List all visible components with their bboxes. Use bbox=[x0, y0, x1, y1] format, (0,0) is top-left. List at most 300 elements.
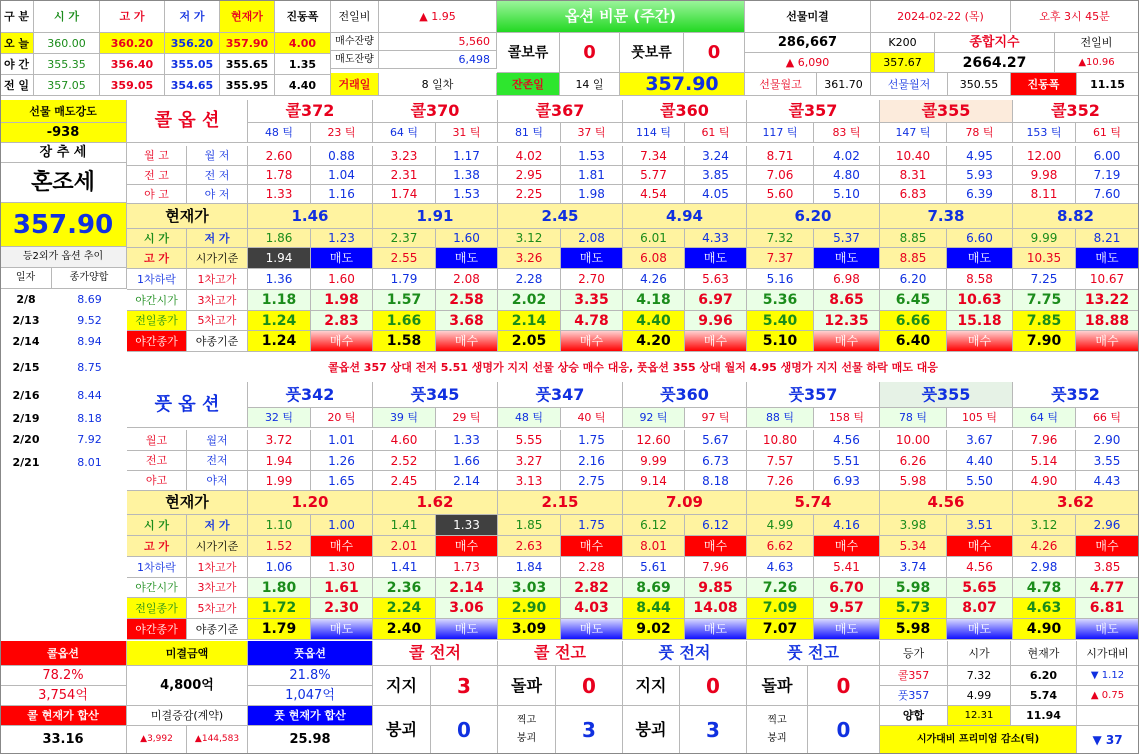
signal-button[interactable]: 매수 bbox=[561, 536, 623, 557]
value-ml: 3.24 bbox=[685, 146, 747, 166]
signal-button[interactable]: 매도 bbox=[1076, 248, 1139, 269]
value-r4a: 7.07 bbox=[747, 619, 814, 640]
signal-button[interactable]: 매수 bbox=[947, 536, 1013, 557]
row-label-b: 3차고가 bbox=[187, 578, 248, 598]
row-label-a: 고 가 bbox=[127, 536, 187, 557]
value-r3a: 7.09 bbox=[747, 598, 814, 619]
value-nl: 5.10 bbox=[814, 185, 880, 204]
signal-button[interactable]: 매수 bbox=[436, 536, 498, 557]
value-r1b: 10.67 bbox=[1076, 269, 1139, 290]
date-label: 일자 bbox=[0, 268, 52, 289]
strike-name: 풋355 bbox=[880, 382, 1013, 408]
value-r2a: 1.57 bbox=[373, 290, 436, 311]
value-r1a: 7.25 bbox=[1013, 269, 1076, 290]
tick-down: 97 틱 bbox=[685, 408, 747, 428]
value-ml: 0.88 bbox=[311, 146, 373, 166]
value-mh: 7.34 bbox=[623, 146, 685, 166]
value-r4a: 5.10 bbox=[747, 331, 814, 352]
signal-button[interactable]: 매도 bbox=[1076, 619, 1139, 640]
cur: 355.95 bbox=[220, 75, 275, 96]
jeoga-header: 저 가 bbox=[165, 0, 220, 33]
value-mh: 10.80 bbox=[747, 430, 814, 451]
jeoga: 356.20 bbox=[165, 33, 220, 54]
signal-button[interactable]: 매수 bbox=[1076, 331, 1139, 352]
value-ph: 8.31 bbox=[880, 166, 947, 185]
jin-header: 진동폭 bbox=[275, 0, 331, 33]
call-amt: 3,754억 bbox=[0, 686, 127, 706]
value-r1b: 4.56 bbox=[947, 557, 1013, 578]
value-r4a: 1.79 bbox=[248, 619, 311, 640]
value-mh: 5.55 bbox=[498, 430, 561, 451]
value-r2a: 2.02 bbox=[498, 290, 561, 311]
tick-up: 153 틱 bbox=[1013, 123, 1076, 143]
value-r3a: 1.72 bbox=[248, 598, 311, 619]
current-price: 1.91 bbox=[373, 204, 498, 229]
value-r3a: 2.14 bbox=[498, 311, 561, 331]
value-pl: 2.16 bbox=[561, 451, 623, 471]
value-r4a: 1.24 bbox=[248, 331, 311, 352]
value-ml: 1.33 bbox=[436, 430, 498, 451]
value-o: 9.99 bbox=[1013, 229, 1076, 248]
trend-note: 등2외가 옵션 추이 bbox=[0, 247, 127, 268]
value-r2b: 6.97 bbox=[685, 290, 747, 311]
section-value: 0 bbox=[556, 666, 623, 706]
value-r3a: 5.73 bbox=[880, 598, 947, 619]
tick-down: 78 틱 bbox=[947, 123, 1013, 143]
value-r3a: 2.24 bbox=[373, 598, 436, 619]
premium: ▼ 37 bbox=[1077, 726, 1139, 754]
row-label-b: 야저 bbox=[187, 471, 248, 491]
value-pl: 1.66 bbox=[436, 451, 498, 471]
strike-name: 콜357 bbox=[747, 100, 880, 123]
section-label: 돌파 bbox=[498, 666, 556, 706]
signal-button[interactable]: 매수 bbox=[311, 536, 373, 557]
jeoga: 354.65 bbox=[165, 75, 220, 96]
value-nh: 6.83 bbox=[880, 185, 947, 204]
value-l: 1.23 bbox=[311, 229, 373, 248]
goga: 360.20 bbox=[100, 33, 165, 54]
tick-up: 48 틱 bbox=[248, 123, 311, 143]
value-r2b: 2.82 bbox=[561, 578, 623, 598]
vs-open-label: 시가대비 bbox=[1077, 641, 1139, 666]
hist-value: 8.44 bbox=[77, 388, 102, 402]
tick-up: 88 틱 bbox=[747, 408, 814, 428]
value-pl: 1.38 bbox=[436, 166, 498, 185]
value-r3a: 6.66 bbox=[880, 311, 947, 331]
value-mh: 3.23 bbox=[373, 146, 436, 166]
value-r2a: 6.45 bbox=[880, 290, 947, 311]
fut-mon-hi: 361.70 bbox=[817, 73, 871, 96]
value-o: 7.32 bbox=[747, 229, 814, 248]
tick-down: 20 틱 bbox=[311, 408, 373, 428]
row-label: 전 일 bbox=[0, 75, 34, 96]
value-nh: 1.74 bbox=[373, 185, 436, 204]
fut-mon-lo-label: 선물월저 bbox=[871, 73, 948, 96]
value-r2b: 3.35 bbox=[561, 290, 623, 311]
signal-button[interactable]: 매수 bbox=[947, 331, 1013, 352]
unset-chg-2: ▲144,583 bbox=[187, 726, 248, 754]
value-ph: 7.06 bbox=[747, 166, 814, 185]
strike-name: 콜370 bbox=[373, 100, 498, 123]
signal-button[interactable]: 매도 bbox=[947, 619, 1013, 640]
put-pct: 21.8% bbox=[248, 666, 373, 686]
value-r1a: 6.20 bbox=[880, 269, 947, 290]
value-ph: 2.95 bbox=[498, 166, 561, 185]
call-title: 콜 옵 션 bbox=[127, 100, 248, 143]
row-label-b: 시가기준 bbox=[187, 248, 248, 269]
value-r2b: 1.61 bbox=[311, 578, 373, 598]
value-nl: 5.50 bbox=[947, 471, 1013, 491]
buy-rem: 5,560 bbox=[379, 33, 497, 51]
row-label-b: 5차고가 bbox=[187, 598, 248, 619]
signal-button[interactable]: 매수 bbox=[814, 536, 880, 557]
tick-up: 32 틱 bbox=[248, 408, 311, 428]
value-nh: 5.98 bbox=[880, 471, 947, 491]
tick-down: 105 틱 bbox=[947, 408, 1013, 428]
row-label-a: 야간종가 bbox=[127, 331, 187, 352]
strike-name: 풋357 bbox=[747, 382, 880, 408]
current-price: 1.46 bbox=[248, 204, 373, 229]
signal-button[interactable]: 매수 bbox=[1076, 536, 1139, 557]
signal-button[interactable]: 매수 bbox=[561, 331, 623, 352]
value-nl: 2.75 bbox=[561, 471, 623, 491]
jin-label: 진동폭 bbox=[1011, 73, 1077, 96]
tick-down: 158 틱 bbox=[814, 408, 880, 428]
goga-header: 고 가 bbox=[100, 0, 165, 33]
value-r2a: 7.26 bbox=[747, 578, 814, 598]
value-h: 1.52 bbox=[248, 536, 311, 557]
siga: 355.35 bbox=[34, 54, 100, 75]
time: 오후 3시 45분 bbox=[1011, 0, 1139, 33]
hist-date: 2/20 bbox=[12, 433, 40, 446]
value-l: 8.21 bbox=[1076, 229, 1139, 248]
value-ml: 2.90 bbox=[1076, 430, 1139, 451]
value-r2b: 9.85 bbox=[685, 578, 747, 598]
big-price: 357.90 bbox=[620, 73, 745, 96]
signal-button[interactable]: 매수 bbox=[311, 331, 373, 352]
value-mh: 4.02 bbox=[498, 146, 561, 166]
value-r4a: 6.40 bbox=[880, 331, 947, 352]
fut-strength-label: 선물 매도강도 bbox=[0, 100, 127, 123]
value-r3a: 1.66 bbox=[373, 311, 436, 331]
row-label: 야 간 bbox=[0, 54, 34, 75]
value-nh: 9.14 bbox=[623, 471, 685, 491]
section-label: 돌파 bbox=[747, 666, 808, 706]
value-nl: 4.43 bbox=[1076, 471, 1139, 491]
value-o: 3.12 bbox=[1013, 515, 1076, 536]
value-r3b: 14.08 bbox=[685, 598, 747, 619]
value-o: 3.12 bbox=[498, 229, 561, 248]
value-r4a: 7.90 bbox=[1013, 331, 1076, 352]
hist-date: 2/13 bbox=[12, 314, 40, 327]
signal-button[interactable]: 매도 bbox=[814, 619, 880, 640]
value-ph: 5.77 bbox=[623, 166, 685, 185]
hist-date: 2/16 bbox=[12, 388, 40, 402]
value-nh: 1.33 bbox=[248, 185, 311, 204]
value-ph: 7.57 bbox=[747, 451, 814, 471]
value-r4a: 3.09 bbox=[498, 619, 561, 640]
strike-name: 콜355 bbox=[880, 100, 1013, 123]
unset-amt: 4,800억 bbox=[127, 666, 248, 706]
gubun-header: 구 분 bbox=[0, 0, 34, 33]
value-pl: 5.93 bbox=[947, 166, 1013, 185]
signal-button[interactable]: 매수 bbox=[685, 536, 747, 557]
value-ph: 9.98 bbox=[1013, 166, 1076, 185]
section-label: 붕괴 bbox=[623, 706, 680, 754]
signal-button[interactable]: 매도 bbox=[311, 248, 373, 269]
put-amt: 1,047억 bbox=[248, 686, 373, 706]
value-pl: 3.55 bbox=[1076, 451, 1139, 471]
section-label: 지지 bbox=[623, 666, 680, 706]
value-nh: 8.11 bbox=[1013, 185, 1076, 204]
unset-label: 미결금액 bbox=[127, 641, 248, 666]
row-label-b: 전저 bbox=[187, 451, 248, 471]
value-o: 1.86 bbox=[248, 229, 311, 248]
signal-button[interactable]: 매도 bbox=[685, 248, 747, 269]
section-value: 0 bbox=[680, 666, 747, 706]
label-bunggo: 붕괴 bbox=[516, 732, 537, 744]
section-value: 3 bbox=[680, 706, 747, 754]
put-hold-label: 풋보류 bbox=[620, 33, 684, 73]
value-r1a: 2.98 bbox=[1013, 557, 1076, 578]
value-r1a: 5.16 bbox=[747, 269, 814, 290]
signal-button[interactable]: 매도 bbox=[947, 248, 1013, 269]
value-ml: 6.00 bbox=[1076, 146, 1139, 166]
strike-name: 콜360 bbox=[623, 100, 747, 123]
cur-label: 현재가 bbox=[1011, 641, 1077, 666]
current-price: 1.62 bbox=[373, 491, 498, 515]
value-r3b: 6.81 bbox=[1076, 598, 1139, 619]
unset-chg-label: 미결증감(계약) bbox=[127, 706, 248, 726]
value-r1b: 6.98 bbox=[814, 269, 880, 290]
value-h: 8.01 bbox=[623, 536, 685, 557]
value-r4a: 2.05 bbox=[498, 331, 561, 352]
call-hold: 0 bbox=[560, 33, 620, 73]
tick-up: 64 틱 bbox=[373, 123, 436, 143]
fut-oi-chg: ▲ 6,090 bbox=[745, 53, 871, 73]
value-o: 1.10 bbox=[248, 515, 311, 536]
signal-button[interactable]: 매수 bbox=[436, 331, 498, 352]
signal-button[interactable]: 매도 bbox=[311, 619, 373, 640]
value-r2b: 6.70 bbox=[814, 578, 880, 598]
value-h: 2.63 bbox=[498, 536, 561, 557]
section-header: 풋 전저 bbox=[623, 641, 747, 666]
tick-up: 81 틱 bbox=[498, 123, 561, 143]
section-header: 콜 전고 bbox=[498, 641, 623, 666]
signal-button[interactable]: 매수 bbox=[814, 331, 880, 352]
signal-button[interactable]: 매도 bbox=[436, 619, 498, 640]
row-label-b: 전 저 bbox=[187, 166, 248, 185]
hist-value: 8.94 bbox=[77, 335, 102, 348]
value-r2a: 3.03 bbox=[498, 578, 561, 598]
tick-down: 61 틱 bbox=[1076, 123, 1139, 143]
row-label-a: 월 고 bbox=[127, 146, 187, 166]
value-l: 5.37 bbox=[814, 229, 880, 248]
row-label-a: 야 고 bbox=[127, 185, 187, 204]
current-price: 4.56 bbox=[880, 491, 1013, 515]
eq-open: 7.32 bbox=[948, 666, 1011, 686]
value-r2b: 2.14 bbox=[436, 578, 498, 598]
value-r1a: 4.63 bbox=[747, 557, 814, 578]
eq-label: 등가 bbox=[880, 641, 948, 666]
eq-cur: 5.74 bbox=[1011, 686, 1077, 706]
value-r1b: 8.58 bbox=[947, 269, 1013, 290]
goga: 356.40 bbox=[100, 54, 165, 75]
tick-down: 66 틱 bbox=[1076, 408, 1139, 428]
value-r1b: 2.28 bbox=[561, 557, 623, 578]
row-label-b: 3차고가 bbox=[187, 290, 248, 311]
section-value: 3 bbox=[431, 666, 498, 706]
value-ph: 9.99 bbox=[623, 451, 685, 471]
row-label-a: 고 가 bbox=[127, 248, 187, 269]
unset-chg-1: ▲3,992 bbox=[127, 726, 187, 754]
label-hyeonjaega: 현재가 bbox=[127, 491, 248, 515]
value-r1a: 5.61 bbox=[623, 557, 685, 578]
siga: 357.05 bbox=[34, 75, 100, 96]
label-bunggo: 붕괴 bbox=[767, 732, 787, 744]
tick-down: 23 틱 bbox=[311, 123, 373, 143]
value-ml: 1.53 bbox=[561, 146, 623, 166]
value-r4a: 9.02 bbox=[623, 619, 685, 640]
value-r3b: 3.06 bbox=[436, 598, 498, 619]
goga: 359.05 bbox=[100, 75, 165, 96]
hist-value: 7.92 bbox=[77, 433, 102, 446]
fut-strength: -938 bbox=[0, 123, 127, 143]
value-r1a: 4.26 bbox=[623, 269, 685, 290]
siga-label: 시가 bbox=[948, 641, 1011, 666]
prev-label: 전일비 bbox=[1055, 33, 1139, 53]
value-ph: 5.14 bbox=[1013, 451, 1076, 471]
put-opt-label: 풋옵션 bbox=[248, 641, 373, 666]
value-ml: 1.17 bbox=[436, 146, 498, 166]
value-r3a: 8.44 bbox=[623, 598, 685, 619]
value-r1b: 2.70 bbox=[561, 269, 623, 290]
fut-oi: 286,667 bbox=[745, 33, 871, 53]
tick-up: 117 틱 bbox=[747, 123, 814, 143]
value-r3a: 4.63 bbox=[1013, 598, 1076, 619]
value-h: 8.85 bbox=[880, 248, 947, 269]
signal-button[interactable]: 매도 bbox=[685, 619, 747, 640]
value-nh: 5.60 bbox=[747, 185, 814, 204]
row-label-b: 야종기준 bbox=[187, 619, 248, 640]
section-label bbox=[747, 706, 808, 754]
tick-up: 48 틱 bbox=[498, 408, 561, 428]
value-r3b: 9.57 bbox=[814, 598, 880, 619]
value-nh: 4.54 bbox=[623, 185, 685, 204]
jeonilbi-value: ▲ 1.95 bbox=[379, 0, 497, 33]
section-value: 3 bbox=[556, 706, 623, 754]
section-value: 0 bbox=[431, 706, 498, 754]
value-h: 3.26 bbox=[498, 248, 561, 269]
siga-header: 시 가 bbox=[34, 0, 100, 33]
row-label-a: 전일종가 bbox=[127, 311, 187, 331]
sell-rem: 6,498 bbox=[379, 51, 497, 69]
value-mh: 8.71 bbox=[747, 146, 814, 166]
signal-button[interactable]: 매수 bbox=[685, 331, 747, 352]
row-label-a: 월고 bbox=[127, 430, 187, 451]
jin: 4.40 bbox=[275, 75, 331, 96]
value-h: 7.37 bbox=[747, 248, 814, 269]
current-price: 4.94 bbox=[623, 204, 747, 229]
value-l: 2.96 bbox=[1076, 515, 1139, 536]
value-pl: 1.81 bbox=[561, 166, 623, 185]
tick-down: 83 틱 bbox=[814, 123, 880, 143]
row-label-a: 1차하락 bbox=[127, 557, 187, 578]
tick-down: 61 틱 bbox=[685, 123, 747, 143]
value-ph: 3.27 bbox=[498, 451, 561, 471]
value-nl: 6.93 bbox=[814, 471, 880, 491]
strike-name: 풋347 bbox=[498, 382, 623, 408]
value-nh: 2.45 bbox=[373, 471, 436, 491]
row-label-b: 월저 bbox=[187, 430, 248, 451]
fut-mon-lo: 350.55 bbox=[948, 73, 1011, 96]
cur: 355.65 bbox=[220, 54, 275, 75]
value-pl: 3.85 bbox=[685, 166, 747, 185]
value-r2a: 2.36 bbox=[373, 578, 436, 598]
row-label-b: 월 저 bbox=[187, 146, 248, 166]
eq-delta: ▼ 1.12 bbox=[1077, 666, 1139, 686]
label-hyeonjaega: 현재가 bbox=[127, 204, 248, 229]
value-l: 1.60 bbox=[436, 229, 498, 248]
hist-date: 2/21 bbox=[12, 455, 40, 469]
value-r3a: 2.90 bbox=[498, 598, 561, 619]
signal-button[interactable]: 매도 bbox=[814, 248, 880, 269]
value-r1b: 7.96 bbox=[685, 557, 747, 578]
value-r3a: 5.40 bbox=[747, 311, 814, 331]
value-nh: 1.99 bbox=[248, 471, 311, 491]
put-sum-label: 풋 현재가 합산 bbox=[248, 706, 373, 726]
value-nl: 1.16 bbox=[311, 185, 373, 204]
value-r2a: 1.80 bbox=[248, 578, 311, 598]
rem-day-label: 잔존일 bbox=[497, 73, 560, 96]
value-nl: 6.39 bbox=[947, 185, 1013, 204]
row-label-b: 저 가 bbox=[187, 515, 248, 536]
value-pl: 1.04 bbox=[311, 166, 373, 185]
row-label-b: 야 저 bbox=[187, 185, 248, 204]
value-r2a: 4.78 bbox=[1013, 578, 1076, 598]
yang-open: 12.31 bbox=[948, 706, 1011, 726]
value-r1b: 1.73 bbox=[436, 557, 498, 578]
strike-name: 콜352 bbox=[1013, 100, 1139, 123]
value-o: 1.85 bbox=[498, 515, 561, 536]
signal-button[interactable]: 매도 bbox=[436, 248, 498, 269]
comp-label: 종합지수 bbox=[935, 33, 1055, 53]
hist-value: 8.75 bbox=[77, 360, 102, 374]
value-o: 2.37 bbox=[373, 229, 436, 248]
page-title: 옵션 비문 (주간) bbox=[497, 0, 745, 33]
eq-delta: ▲ 0.75 bbox=[1077, 686, 1139, 706]
value-nh: 4.90 bbox=[1013, 471, 1076, 491]
hist-date: 2/14 bbox=[12, 335, 40, 348]
row-label-a: 야고 bbox=[127, 471, 187, 491]
value-pl: 7.19 bbox=[1076, 166, 1139, 185]
signal-button[interactable]: 매도 bbox=[561, 248, 623, 269]
value-ph: 2.52 bbox=[373, 451, 436, 471]
value-r3b: 4.78 bbox=[561, 311, 623, 331]
jin: 1.35 bbox=[275, 54, 331, 75]
value-l: 1.75 bbox=[561, 515, 623, 536]
value-pl: 4.40 bbox=[947, 451, 1013, 471]
call-hold-label: 콜보류 bbox=[497, 33, 560, 73]
call-pct: 78.2% bbox=[0, 666, 127, 686]
value-r1a: 1.79 bbox=[373, 269, 436, 290]
current-price: 3.62 bbox=[1013, 491, 1139, 515]
signal-button[interactable]: 매도 bbox=[561, 619, 623, 640]
value-o: 8.85 bbox=[880, 229, 947, 248]
current-price: 8.82 bbox=[1013, 204, 1139, 229]
value-l: 4.33 bbox=[685, 229, 747, 248]
value-l: 4.16 bbox=[814, 515, 880, 536]
